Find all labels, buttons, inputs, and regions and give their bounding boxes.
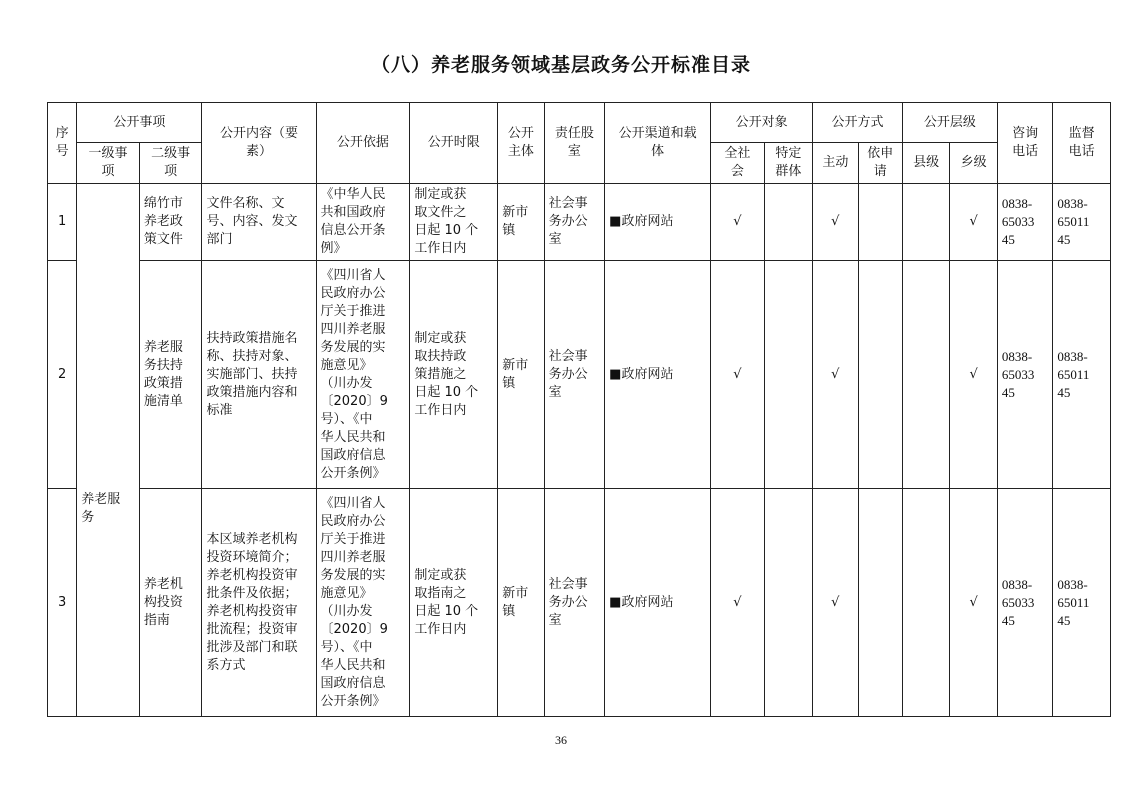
row-level-town: √ — [950, 184, 997, 261]
row-basis: 《四川省人 民政府办公 厅关于推进 四川养老服 务发展的实 施意见》 （川办发 〔2020〕9 号）、《中 华人民共和 国政府信息 公开条例》 — [316, 261, 410, 489]
header-level-county: 县级 — [902, 143, 949, 184]
row-consult-phone: 0838- 65033 45 — [997, 184, 1053, 261]
row-method-active: √ — [813, 261, 858, 489]
row-basis: 《四川省人 民政府办公 厅关于推进 四川养老服 务发展的实 施意见》 （川办发 〔2020〕9 号）、《中 华人民共和 国政府信息 公开条例》 — [316, 489, 410, 717]
row-target-specific — [764, 261, 812, 489]
row-channel: ■政府网站 — [605, 184, 711, 261]
row-seq: 2 — [48, 261, 77, 489]
row-item-l2: 养老机 构投资 指南 — [139, 489, 202, 717]
header-content: 公开内容（要 素） — [202, 103, 316, 184]
row-supervise-phone: 0838- 65011 45 — [1053, 261, 1111, 489]
row-dept: 社会事 务办公 室 — [544, 489, 605, 717]
row-level-county — [902, 489, 949, 717]
row-dept: 社会事 务办公 室 — [544, 261, 605, 489]
row-supervise-phone: 0838- 65011 45 — [1053, 489, 1111, 717]
row-dept: 社会事 务办公 室 — [544, 184, 605, 261]
item-l1-cell: 养老服 务 — [77, 184, 140, 717]
header-level-town: 乡级 — [950, 143, 997, 184]
header-dept: 责任股 室 — [544, 103, 605, 184]
row-channel: ■政府网站 — [605, 489, 711, 717]
row-target-specific — [764, 184, 812, 261]
row-target-all: √ — [711, 261, 765, 489]
row-level-county — [902, 184, 949, 261]
row-method-active: √ — [813, 184, 858, 261]
row-method-apply — [858, 184, 902, 261]
header-supervise-phone: 监督 电话 — [1053, 103, 1111, 184]
row-time-limit: 制定或获 取文件之 日起 10 个 工作日内 — [410, 184, 498, 261]
row-time-limit: 制定或获 取扶持政 策措施之 日起 10 个 工作日内 — [410, 261, 498, 489]
row-item-l2: 绵竹市 养老政 策文件 — [139, 184, 202, 261]
header-target-all: 全社 会 — [711, 143, 765, 184]
header-basis: 公开依据 — [316, 103, 410, 184]
row-subject: 新市 镇 — [498, 184, 544, 261]
row-level-town: √ — [950, 489, 997, 717]
page-title: （八）养老服务领域基层政务公开标准目录 — [370, 54, 751, 76]
row-seq: 1 — [48, 184, 77, 261]
header-subject: 公开 主体 — [498, 103, 544, 184]
row-supervise-phone: 0838- 65011 45 — [1053, 184, 1111, 261]
row-content: 本区域养老机构 投资环境简介； 养老机构投资审 批条件及依据； 养老机构投资审 批流程；投资审 批涉及部门和联 系方式 — [202, 489, 316, 717]
header-target: 公开对象 — [711, 103, 813, 143]
header-time-limit: 公开时限 — [410, 103, 498, 184]
header-method-active: 主动 — [813, 143, 858, 184]
header-method-apply: 依申 请 — [858, 143, 902, 184]
row-content: 扶持政策措施名 称、扶持对象、 实施部门、扶持 政策措施内容和 标准 — [202, 261, 316, 489]
page-number: 36 — [555, 733, 567, 747]
row-subject: 新市 镇 — [498, 489, 544, 717]
row-level-town: √ — [950, 261, 997, 489]
row-method-apply — [858, 489, 902, 717]
header-target-specific: 特定 群体 — [764, 143, 812, 184]
row-basis: 《中华人民 共和国政府 信息公开条 例》 — [316, 184, 410, 261]
header-item: 公开事项 — [77, 103, 202, 143]
header-consult-phone: 咨询 电话 — [997, 103, 1053, 184]
row-target-all: √ — [711, 184, 765, 261]
row-subject: 新市 镇 — [498, 261, 544, 489]
row-method-apply — [858, 261, 902, 489]
header-seq: 序 号 — [48, 103, 77, 184]
table-row — [48, 489, 1111, 717]
row-target-specific — [764, 489, 812, 717]
header-channel: 公开渠道和载 体 — [605, 103, 711, 184]
header-item-l2: 二级事 项 — [139, 143, 202, 184]
table-row — [48, 261, 1111, 489]
row-target-all: √ — [711, 489, 765, 717]
row-consult-phone: 0838- 65033 45 — [997, 261, 1053, 489]
row-content: 文件名称、文 号、内容、发文 部门 — [202, 184, 316, 261]
row-level-county — [902, 261, 949, 489]
row-channel: ■政府网站 — [605, 261, 711, 489]
row-seq: 3 — [48, 489, 77, 717]
row-item-l2: 养老服 务扶持 政策措 施清单 — [139, 261, 202, 489]
header-level: 公开层级 — [902, 103, 997, 143]
catalog-table — [47, 102, 1111, 717]
header-item-l1: 一级事 项 — [77, 143, 140, 184]
row-time-limit: 制定或获 取指南之 日起 10 个 工作日内 — [410, 489, 498, 717]
row-method-active: √ — [813, 489, 858, 717]
table-row — [48, 184, 1111, 261]
row-consult-phone: 0838- 65033 45 — [997, 489, 1053, 717]
header-method: 公开方式 — [813, 103, 903, 143]
